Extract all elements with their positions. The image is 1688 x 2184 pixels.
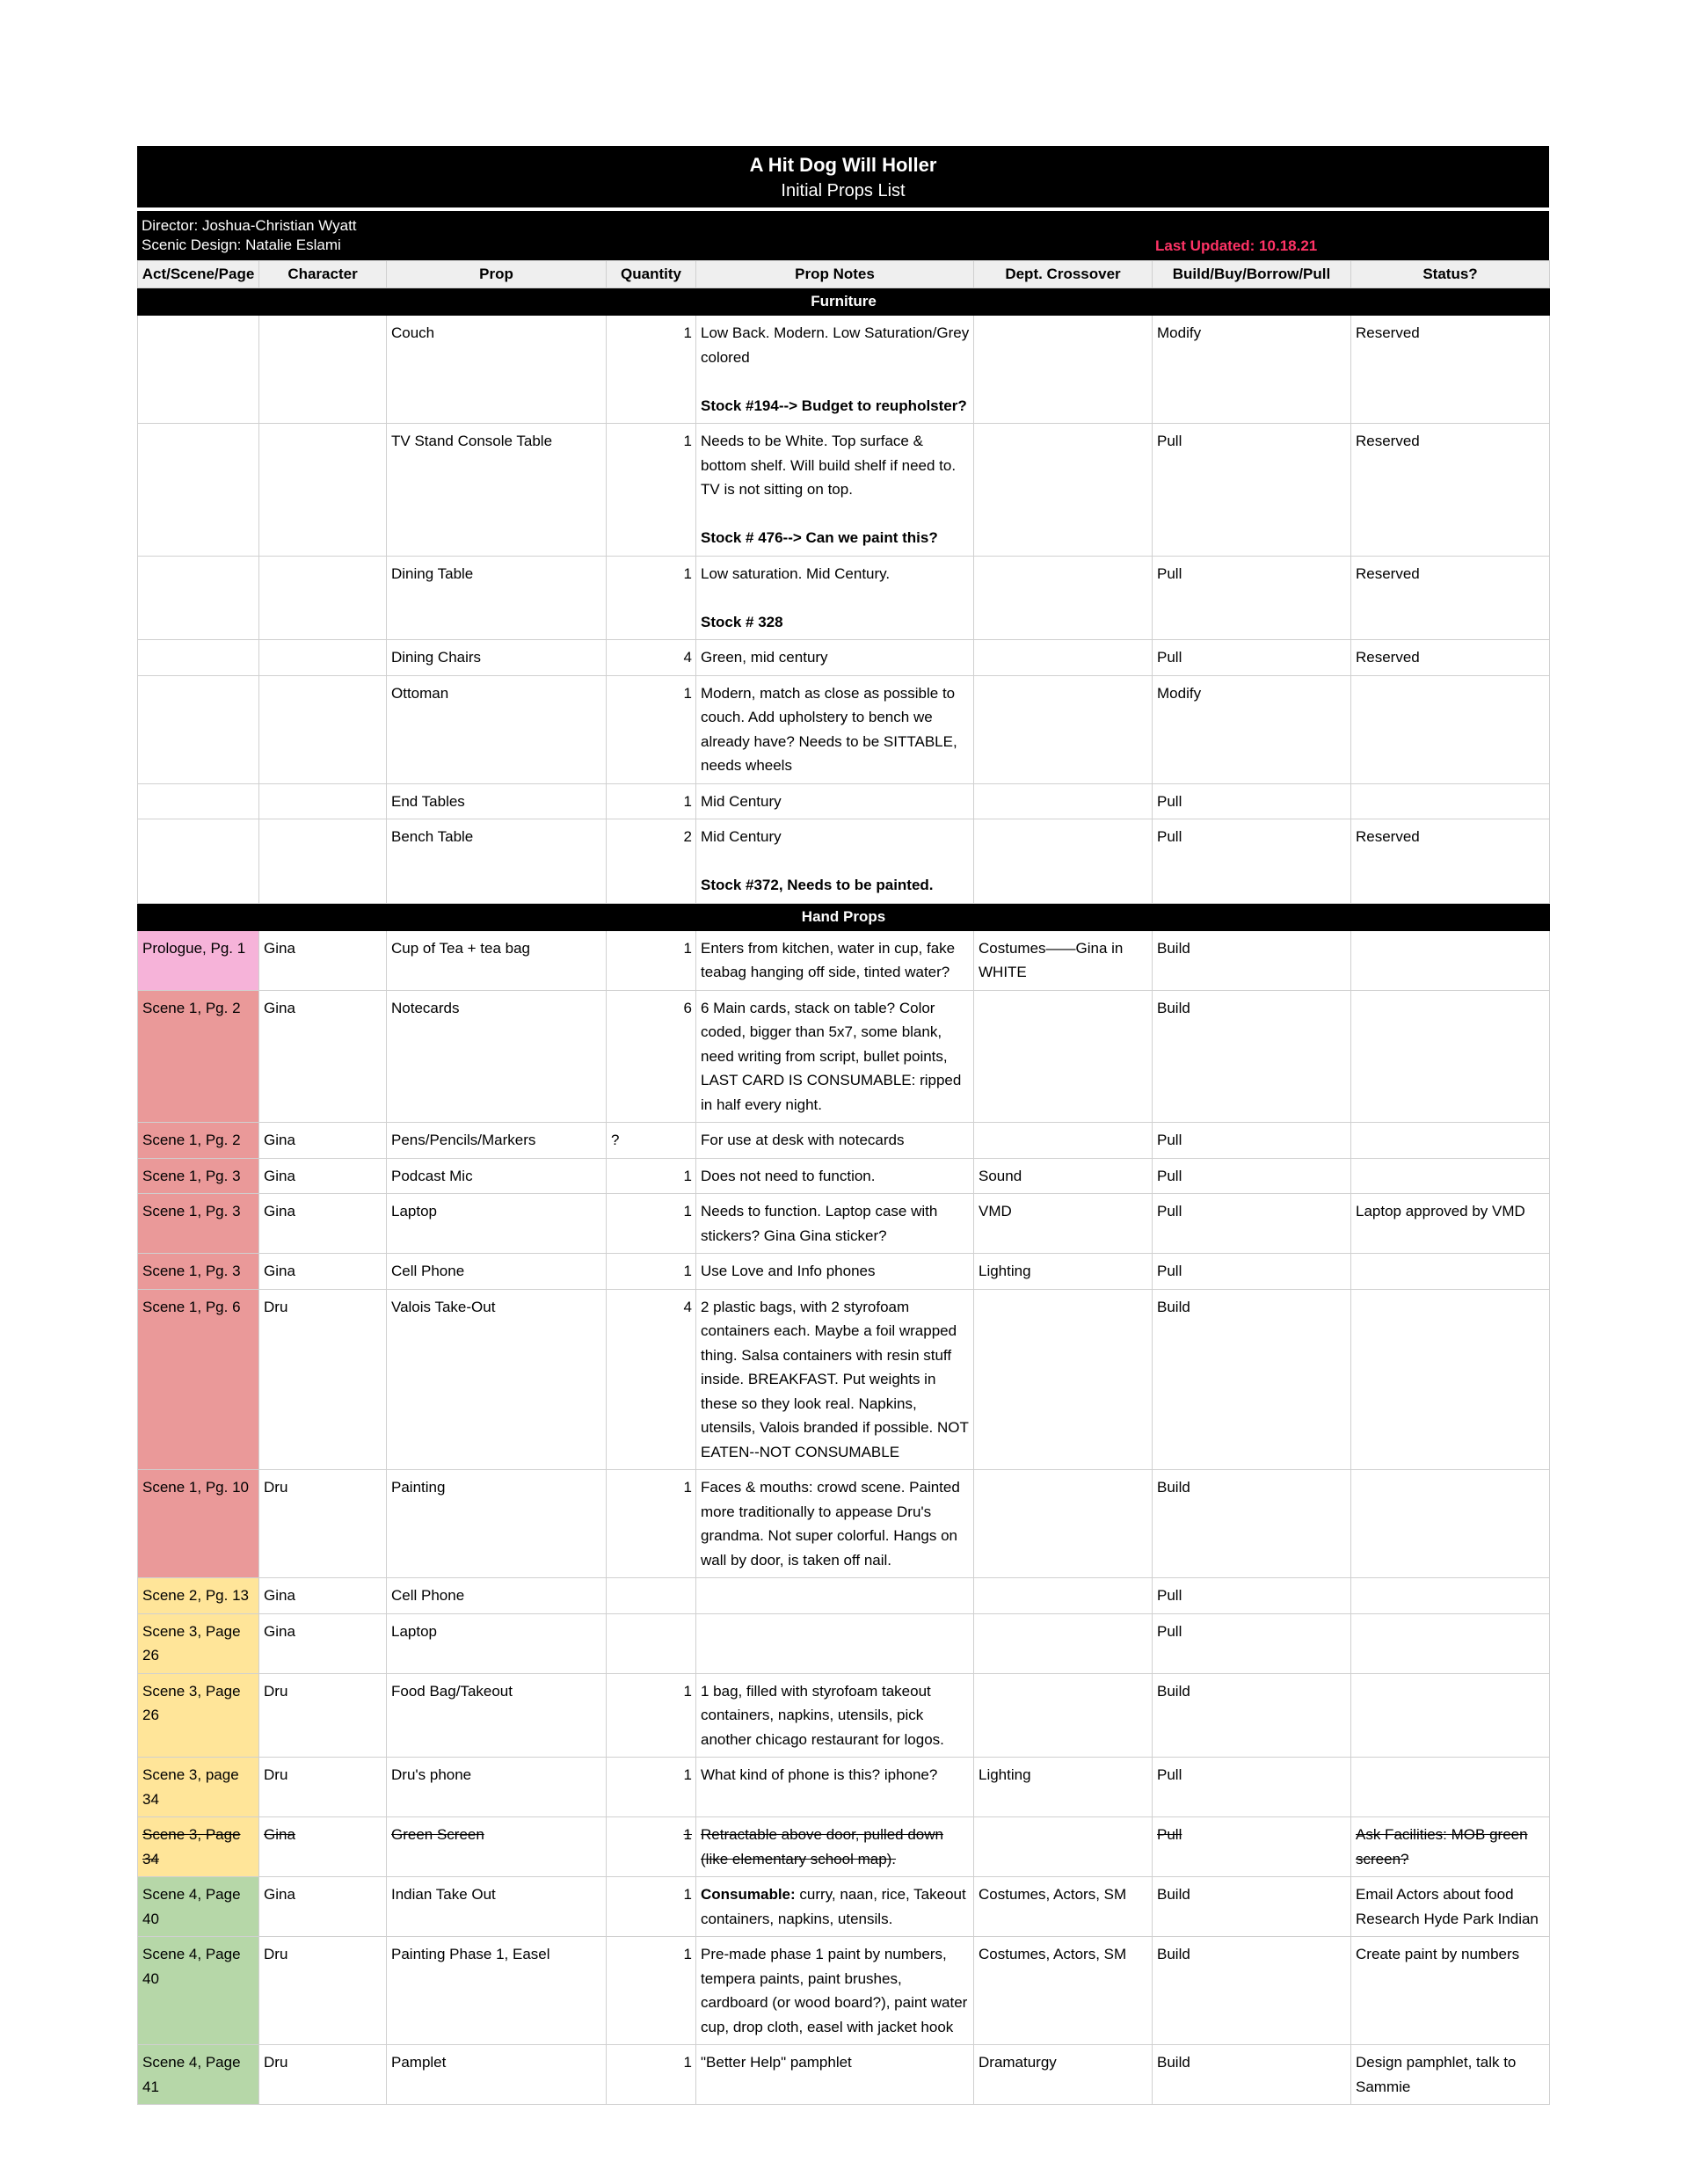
character-cell: Dru — [259, 1470, 387, 1578]
section-title: Furniture — [138, 288, 1550, 316]
prop-cell: Food Bag/Takeout — [387, 1673, 607, 1758]
stock-note: Stock # 328 — [701, 613, 783, 630]
status-cell: Reserved — [1351, 819, 1550, 904]
character-cell — [259, 675, 387, 783]
status-cell: Ask Facilities: MOB green screen? — [1351, 1817, 1550, 1877]
dept-cell — [974, 640, 1153, 676]
table-row — [138, 1289, 1550, 1470]
note-text: Low saturation. Mid Century. — [701, 564, 891, 582]
method-cell: Pull — [1153, 1123, 1351, 1159]
note-text: What kind of phone is this? iphone? — [701, 1766, 938, 1783]
col-header-status: Status? — [1351, 261, 1550, 288]
col-header-notes: Prop Notes — [696, 261, 974, 288]
dept-cell — [974, 1289, 1153, 1470]
quantity-cell: 1 — [607, 1817, 696, 1877]
status-cell — [1351, 1158, 1550, 1194]
dept-cell — [974, 1470, 1153, 1578]
notes-cell — [696, 1578, 974, 1614]
character-cell: Gina — [259, 1578, 387, 1614]
scene-cell: Scene 1, Pg. 3 — [138, 1158, 259, 1194]
status-cell — [1351, 783, 1550, 819]
dept-cell — [974, 556, 1153, 640]
prop-cell: Valois Take-Out — [387, 1289, 607, 1470]
character-cell: Dru — [259, 1937, 387, 2045]
status-cell — [1351, 675, 1550, 783]
status-cell: Design pamphlet, talk to Sammie — [1351, 2045, 1550, 2105]
status-cell — [1351, 1470, 1550, 1578]
status-cell: Email Actors about food Research Hyde Park Indian — [1351, 1877, 1550, 1937]
status-cell — [1351, 990, 1550, 1123]
scene-cell — [138, 819, 259, 904]
props-table — [137, 260, 1550, 2105]
table-row — [138, 424, 1550, 557]
status-cell — [1351, 930, 1550, 990]
dept-cell: Dramaturgy — [974, 2045, 1153, 2105]
notes-cell — [696, 1673, 974, 1758]
col-header-dept: Dept. Crossover — [974, 261, 1153, 288]
furniture-section — [138, 288, 1550, 904]
dept-cell — [974, 783, 1153, 819]
quantity-cell: 1 — [607, 1937, 696, 2045]
scene-cell — [138, 424, 259, 557]
note-text: "Better Help" pamphlet — [701, 2054, 852, 2071]
dept-cell: Costumes, Actors, SM — [974, 1877, 1153, 1937]
quantity-cell — [607, 1578, 696, 1614]
table-row — [138, 930, 1550, 990]
table-row — [138, 1254, 1550, 1290]
notes-cell — [696, 1470, 974, 1578]
prop-cell: Dining Table — [387, 556, 607, 640]
table-row — [138, 640, 1550, 676]
method-cell: Pull — [1153, 783, 1351, 819]
dept-cell — [974, 819, 1153, 904]
scene-cell — [138, 783, 259, 819]
status-cell — [1351, 1123, 1550, 1159]
character-cell — [259, 556, 387, 640]
note-text: Low Back. Modern. Low Saturation/Grey colored — [701, 324, 970, 366]
dept-cell — [974, 1817, 1153, 1877]
notes-cell — [696, 675, 974, 783]
dept-cell: Costumes——Gina in WHITE — [974, 930, 1153, 990]
table-row — [138, 1817, 1550, 1877]
status-cell — [1351, 1613, 1550, 1673]
character-cell — [259, 783, 387, 819]
notes-cell — [696, 1613, 974, 1673]
status-cell: Reserved — [1351, 424, 1550, 557]
note-text: Mid Century — [701, 792, 782, 810]
status-cell: Laptop approved by VMD — [1351, 1194, 1550, 1254]
character-cell: Gina — [259, 1194, 387, 1254]
note-text: Enters from kitchen, water in cup, fake teabag hanging off side, tinted water? — [701, 939, 956, 980]
note-text: 2 plastic bags, with 2 styrofoam containers each. Maybe a foil wrapped thing. Salsa containers with resin stuff inside. BREAKFAST. Put weights in these so they look real. Napkins, utensils, Valois branded if possible. NOT EATEN--NOT CONSUMABLE — [701, 1298, 969, 1460]
method-cell: Modify — [1153, 316, 1351, 424]
stock-note: Stock #372, Needs to be painted. — [701, 877, 934, 893]
prop-cell: Green Screen — [387, 1817, 607, 1877]
method-cell: Build — [1153, 1673, 1351, 1758]
notes-cell — [696, 819, 974, 904]
character-cell: Dru — [259, 1289, 387, 1470]
dept-cell: VMD — [974, 1194, 1153, 1254]
dept-cell — [974, 1673, 1153, 1758]
quantity-cell: 1 — [607, 930, 696, 990]
method-cell: Build — [1153, 1470, 1351, 1578]
note-text: Use Love and Info phones — [701, 1263, 876, 1279]
quantity-cell: 1 — [607, 1470, 696, 1578]
method-cell: Pull — [1153, 1194, 1351, 1254]
prop-cell: End Tables — [387, 783, 607, 819]
table-row — [138, 1578, 1550, 1614]
prop-cell: Pens/Pencils/Markers — [387, 1123, 607, 1159]
character-cell: Dru — [259, 1758, 387, 1817]
character-cell — [259, 640, 387, 676]
col-header-method: Build/Buy/Borrow/Pull — [1153, 261, 1351, 288]
notes-cell — [696, 1158, 974, 1194]
character-cell: Gina — [259, 1158, 387, 1194]
character-cell: Gina — [259, 990, 387, 1123]
note-text: curry, naan, rice, Takeout containers, napkins, utensils. — [701, 1886, 966, 1927]
quantity-cell: 1 — [607, 675, 696, 783]
prop-cell: Pamplet — [387, 2045, 607, 2105]
notes-cell — [696, 640, 974, 676]
quantity-cell: 1 — [607, 2045, 696, 2105]
scene-cell — [138, 316, 259, 424]
quantity-cell — [607, 1613, 696, 1673]
note-emphasis: Consumable: — [701, 1886, 796, 1903]
method-cell: Pull — [1153, 1758, 1351, 1817]
notes-cell — [696, 556, 974, 640]
notes-cell — [696, 1937, 974, 2045]
method-cell: Modify — [1153, 675, 1351, 783]
scene-cell: Scene 4, Page 40 — [138, 1877, 259, 1937]
notes-cell — [696, 1194, 974, 1254]
method-cell: Build — [1153, 930, 1351, 990]
table-row — [138, 316, 1550, 424]
dept-cell — [974, 424, 1153, 557]
method-cell: Pull — [1153, 819, 1351, 904]
method-cell: Pull — [1153, 1817, 1351, 1877]
table-row — [138, 2045, 1550, 2105]
col-header-prop: Prop — [387, 261, 607, 288]
character-cell: Gina — [259, 1613, 387, 1673]
prop-cell: TV Stand Console Table — [387, 424, 607, 557]
dept-cell — [974, 316, 1153, 424]
quantity-cell: 1 — [607, 1673, 696, 1758]
table-row — [138, 1673, 1550, 1758]
scene-cell: Scene 1, Pg. 3 — [138, 1194, 259, 1254]
status-cell: Create paint by numbers — [1351, 1937, 1550, 2045]
props-sheet — [137, 146, 1549, 2105]
method-cell: Build — [1153, 1877, 1351, 1937]
dept-cell: Lighting — [974, 1254, 1153, 1290]
scene-cell: Scene 1, Pg. 3 — [138, 1254, 259, 1290]
notes-cell — [696, 1758, 974, 1817]
note-text: Modern, match as close as possible to couch. Add upholstery to bench we already have? Needs to be SITTABLE, needs wheels — [701, 684, 957, 774]
prop-cell: Dining Chairs — [387, 640, 607, 676]
quantity-cell: 1 — [607, 316, 696, 424]
scene-cell: Scene 3, Page 34 — [138, 1817, 259, 1877]
list-subtitle: Initial Props List — [781, 181, 906, 200]
section-title: Hand Props — [138, 903, 1550, 930]
prop-cell: Podcast Mic — [387, 1158, 607, 1194]
prop-cell: Notecards — [387, 990, 607, 1123]
scene-cell — [138, 556, 259, 640]
notes-cell — [696, 1254, 974, 1290]
prop-cell: Laptop — [387, 1194, 607, 1254]
character-cell: Gina — [259, 1817, 387, 1877]
scene-cell — [138, 675, 259, 783]
note-text: For use at desk with notecards — [701, 1132, 905, 1148]
character-cell: Dru — [259, 1673, 387, 1758]
notes-cell — [696, 783, 974, 819]
quantity-cell: 2 — [607, 819, 696, 904]
note-text: Does not need to function. — [701, 1167, 876, 1184]
quantity-cell: 1 — [607, 556, 696, 640]
scene-cell: Scene 1, Pg. 6 — [138, 1289, 259, 1470]
dept-cell — [974, 675, 1153, 783]
table-row — [138, 1877, 1550, 1937]
quantity-cell: 1 — [607, 783, 696, 819]
table-row — [138, 783, 1550, 819]
col-header-character: Character — [259, 261, 387, 288]
scene-cell: Prologue, Pg. 1 — [138, 930, 259, 990]
show-title: A Hit Dog Will Holler — [749, 154, 937, 176]
note-text: 1 bag, filled with styrofoam takeout containers, napkins, utensils, pick another chicago restaurant for logos. — [701, 1682, 944, 1748]
stock-note: Stock # 476--> Can we paint this? — [701, 529, 938, 546]
prop-cell: Painting — [387, 1470, 607, 1578]
method-cell: Pull — [1153, 424, 1351, 557]
character-cell — [259, 819, 387, 904]
method-cell: Pull — [1153, 1578, 1351, 1614]
scenic-credit: Scenic Design: Natalie Eslami — [142, 237, 341, 253]
table-row — [138, 1613, 1550, 1673]
info-bar — [137, 211, 1549, 260]
dept-cell — [974, 990, 1153, 1123]
character-cell: Gina — [259, 1254, 387, 1290]
character-cell — [259, 316, 387, 424]
table-row — [138, 1758, 1550, 1817]
quantity-cell: 1 — [607, 1194, 696, 1254]
method-cell: Pull — [1153, 1254, 1351, 1290]
status-cell: Reserved — [1351, 556, 1550, 640]
table-row — [138, 1123, 1550, 1159]
method-cell: Pull — [1153, 556, 1351, 640]
quantity-cell: 1 — [607, 424, 696, 557]
method-cell: Pull — [1153, 1613, 1351, 1673]
status-cell — [1351, 1758, 1550, 1817]
dept-cell: Sound — [974, 1158, 1153, 1194]
note-text: Faces & mouths: crowd scene. Painted more traditionally to appease Dru's grandma. Not super colorful. Hangs on wall by door, is taken off nail. — [701, 1479, 960, 1569]
quantity-cell: ? — [607, 1123, 696, 1159]
method-cell: Pull — [1153, 1158, 1351, 1194]
notes-cell — [696, 1289, 974, 1470]
col-header-quantity: Quantity — [607, 261, 696, 288]
notes-cell — [696, 1123, 974, 1159]
notes-cell — [696, 424, 974, 557]
prop-cell: Bench Table — [387, 819, 607, 904]
col-header-scene: Act/Scene/Page — [138, 261, 259, 288]
stock-note: Stock #194--> Budget to reupholster? — [701, 397, 967, 414]
notes-cell — [696, 1877, 974, 1937]
prop-cell: Cell Phone — [387, 1254, 607, 1290]
quantity-cell: 1 — [607, 1877, 696, 1937]
prop-cell: Couch — [387, 316, 607, 424]
scene-cell: Scene 1, Pg. 2 — [138, 990, 259, 1123]
prop-cell: Painting Phase 1, Easel — [387, 1937, 607, 2045]
method-cell: Build — [1153, 1289, 1351, 1470]
dept-cell: Costumes, Actors, SM — [974, 1937, 1153, 2045]
section-header-furniture — [138, 288, 1550, 316]
character-cell: Gina — [259, 1123, 387, 1159]
method-cell: Pull — [1153, 640, 1351, 676]
prop-cell: Dru's phone — [387, 1758, 607, 1817]
note-text: Needs to function. Laptop case with stickers? Gina Gina sticker? — [701, 1203, 938, 1244]
dept-cell — [974, 1613, 1153, 1673]
section-header-hand-props — [138, 903, 1550, 930]
quantity-cell: 6 — [607, 990, 696, 1123]
scene-cell: Scene 1, Pg. 10 — [138, 1470, 259, 1578]
quantity-cell: 1 — [607, 1758, 696, 1817]
method-cell: Build — [1153, 990, 1351, 1123]
director-credit: Director: Joshua-Christian Wyatt — [142, 217, 357, 234]
status-cell — [1351, 1673, 1550, 1758]
table-row — [138, 1194, 1550, 1254]
character-cell: Gina — [259, 1877, 387, 1937]
table-row — [138, 556, 1550, 640]
table-row — [138, 819, 1550, 904]
status-cell — [1351, 1578, 1550, 1614]
credits — [142, 216, 357, 255]
prop-cell: Cell Phone — [387, 1578, 607, 1614]
prop-cell: Cup of Tea + tea bag — [387, 930, 607, 990]
notes-cell — [696, 2045, 974, 2105]
dept-cell: Lighting — [974, 1758, 1153, 1817]
table-row — [138, 990, 1550, 1123]
quantity-cell: 4 — [607, 1289, 696, 1470]
quantity-cell: 1 — [607, 1158, 696, 1194]
dept-cell — [974, 1578, 1153, 1614]
notes-cell — [696, 316, 974, 424]
scene-cell: Scene 1, Pg. 2 — [138, 1123, 259, 1159]
note-text: Pre-made phase 1 paint by numbers, tempera paints, paint brushes, cardboard (or wood board?), paint water cup, drop cloth, easel with jacket hook — [701, 1946, 968, 2035]
scene-cell: Scene 2, Pg. 13 — [138, 1578, 259, 1614]
note-text: Mid Century — [701, 828, 782, 845]
notes-cell — [696, 930, 974, 990]
note-text: Green, mid century — [701, 649, 828, 666]
scene-cell: Scene 3, Page 26 — [138, 1613, 259, 1673]
status-cell — [1351, 1289, 1550, 1470]
character-cell — [259, 424, 387, 557]
last-updated: Last Updated: 10.18.21 — [1155, 237, 1318, 254]
prop-cell: Indian Take Out — [387, 1877, 607, 1937]
method-cell: Build — [1153, 1937, 1351, 2045]
column-header-row — [138, 261, 1550, 288]
table-row — [138, 1937, 1550, 2045]
status-cell: Reserved — [1351, 316, 1550, 424]
scene-cell — [138, 640, 259, 676]
quantity-cell: 1 — [607, 1254, 696, 1290]
status-cell — [1351, 1254, 1550, 1290]
table-row — [138, 675, 1550, 783]
quantity-cell: 4 — [607, 640, 696, 676]
prop-cell: Laptop — [387, 1613, 607, 1673]
note-text: 6 Main cards, stack on table? Color coded, bigger than 5x7, some blank, need writing from script, bullet points, LAST CARD IS CONSUMABLE: ripped in half every night. — [701, 999, 962, 1113]
table-row — [138, 1470, 1550, 1578]
scene-cell: Scene 4, Page 40 — [138, 1937, 259, 2045]
notes-cell — [696, 1817, 974, 1877]
scene-cell: Scene 3, page 34 — [138, 1758, 259, 1817]
note-text: Retractable above door, pulled down (like elementary school map). — [701, 1826, 943, 1867]
table-row — [138, 1158, 1550, 1194]
notes-cell — [696, 990, 974, 1123]
scene-cell: Scene 4, Page 41 — [138, 2045, 259, 2105]
character-cell: Dru — [259, 2045, 387, 2105]
note-text: Needs to be White. Top surface & bottom shelf. Will build shelf if need to. TV is not sitting on top. — [701, 433, 957, 498]
title-block — [137, 146, 1549, 211]
status-cell: Reserved — [1351, 640, 1550, 676]
scene-cell: Scene 3, Page 26 — [138, 1673, 259, 1758]
hand-props-section — [138, 903, 1550, 2105]
method-cell: Build — [1153, 2045, 1351, 2105]
dept-cell — [974, 1123, 1153, 1159]
prop-cell: Ottoman — [387, 675, 607, 783]
character-cell: Gina — [259, 930, 387, 990]
